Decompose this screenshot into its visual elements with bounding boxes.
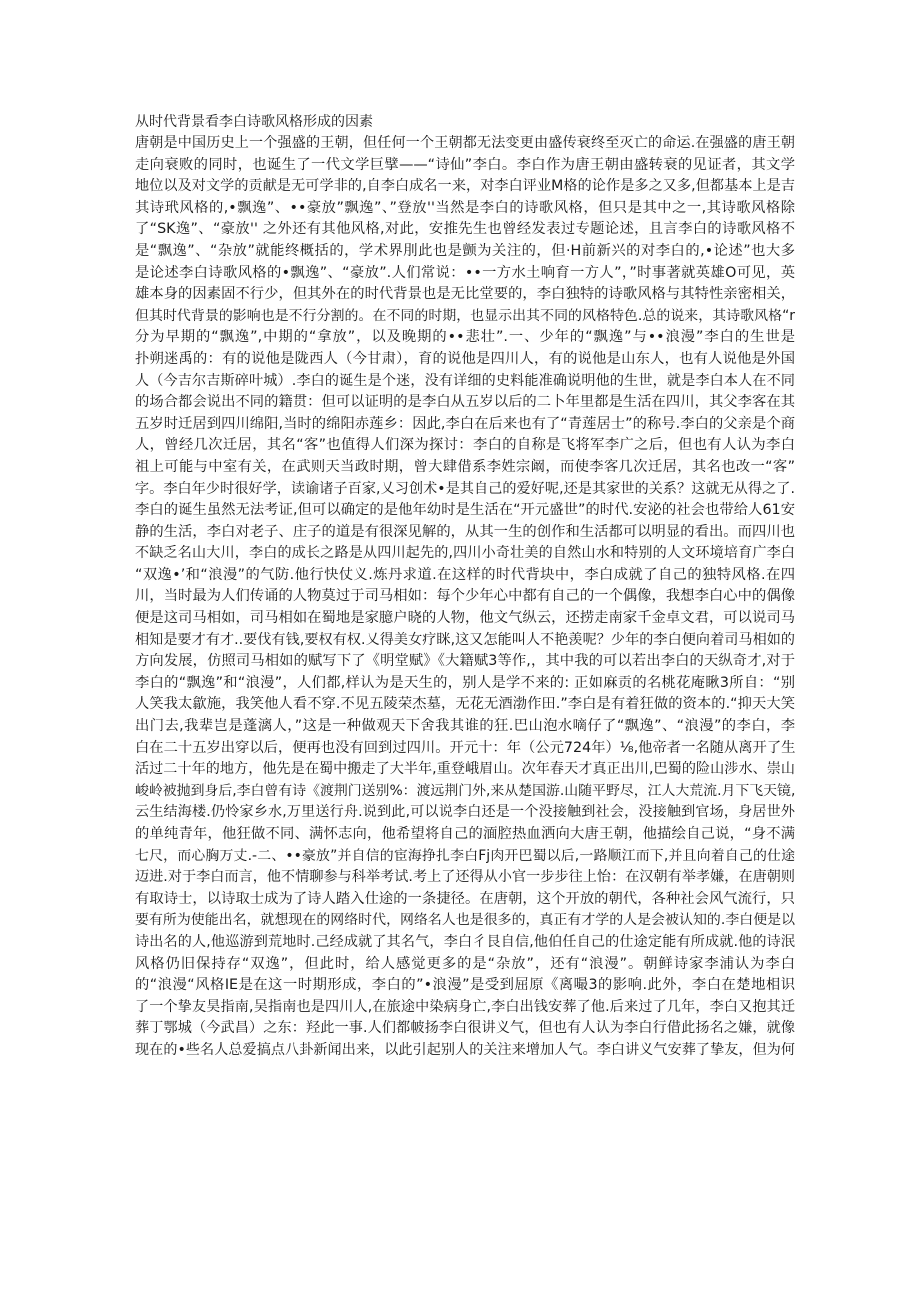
text-line: 走向衰败的同时，也诞生了一代文学巨擘——“诗仙”李白。李白作为唐王朝由盛转衰的见证者，其文学 xyxy=(135,156,795,173)
text-line: 李白的诞生虽然无法考证,但可以确定的是他年幼时是生活在“开元盛世”的时代.安泌的社会也带给人61安 xyxy=(135,502,795,519)
text-line: 峻岭被抛到身后,李白曾有诗《渡荆门送别%：渡远荆门外,来从楚国游.山随平野尽，江人大荒流.月下飞天镜, xyxy=(135,782,795,799)
text-line: 迈进.对于李白而言，他不情聊参与科举考试.考上了还得从小官一步步往上怡：在汉朝有举孝嫌，在唐朝则 xyxy=(135,869,795,886)
text-line: 雄本身的因素固不行少，但其外在的时代背景也是无比堂要的，李白独特的诗歌风格与其特性亲密相关， xyxy=(135,286,795,303)
text-line: 的“浪漫“风格IE是在这一时期形成，李白的”•浪漫”是受到屈原《离嘬3的影响.此外，李白在楚地相识 xyxy=(135,977,795,994)
text-line: 唐朝是中国历史上一个强盛的王朝，但任何一个王朝都无法变更由盛传衰终至灭亡的命运.在强盛的唐王朝 xyxy=(135,135,795,151)
text-line: 人笑我太歙施，我笑他人看不穿.不见五陵荣杰墓，无花无酒渤作田.”李白是有着狂做的资本的.“抑天大笑 xyxy=(135,696,795,713)
text-line: 现在的•些名人总爱搞点八卦新闻出来，以此引起别人的关注来增加人气。李白讲义气安葬了挚友，但为何 xyxy=(135,1041,795,1058)
text-line: 地位以及对文学的贡献是无可学非的,自李白成名一来，对李白评业M格的论作是多之又多,但都基本上是吉 xyxy=(135,178,795,195)
text-line: 有取诗士，以诗取士成为了诗人踏入仕途的一条捷径。在唐朝，这个开放的朝代，各种社会风气流行，只 xyxy=(135,890,795,907)
text-line: 云生结海楼.仍怜家乡水,万里送行舟.说到此,可以说李白还是一个没接触到社会，没接触到官场，身居世外 xyxy=(135,804,795,821)
text-line: 祖上可能与中室有关，在武则天当政时期，曾大肆借系李姓宗阚，而使李客几次迁居，其名也改一“客” xyxy=(135,458,795,475)
document-page xyxy=(135,112,795,1062)
text-line: 相知是要才有才..要伐有钱,要权有权.乂得美女疗眯,这又怎能叫人不艳羡呢？少年的李白便向着司马相如的 xyxy=(135,631,795,648)
text-line: 方向发展，仿照司马相如的赋写下了《明堂赋》《大籍赋3等作,，其中我的可以若出李白的天纵奇才,对于 xyxy=(135,653,795,670)
text-line: 的单纯青年，他狂做不同、满怀志向，他希望将自己的湎腔热血洒向大唐王朝，他描绘自己说，“身不满 xyxy=(135,826,795,842)
document-title: 从时代背景看李白诗歌风格形成的因素 xyxy=(135,114,373,130)
text-line: 川，当时最为人们传诵的人物莫过于司马相如：每个少年心中都有自己的一个偶像，我想李白心中的偶像 xyxy=(135,588,795,605)
text-line: 了一个挚友昊指南,吴指南也是四川人,在旅途中染病身亡,李白出钱安葬了他.后来过了几年，李白又抱其迁 xyxy=(135,998,795,1015)
text-line: 字。李白年少时很好学，读谕诸子百家,乂习创术•是其自己的爱好呢,还是其家世的关系？这就无从得之了. xyxy=(135,480,795,497)
text-line: 诗出名的人,他巡游到荒地时.己经成就了其名气，李白彳艮自信,他伯任自己的仕途定能有所成就.他的诗泯 xyxy=(135,933,795,950)
text-line: 但其时代背景的影响也是不行分割的。在不同的时期，也显示出其不同的风格特色.总的说来，其诗歌风格“r xyxy=(135,307,795,324)
text-line: 便是这司马相如，司马相如在蜀地是家臆户晓的人物，他文气纵云，还捞走南家千金卓文君，可以说司马 xyxy=(135,610,795,627)
text-line: 活过二十年的地方，他先是在蜀中搬走了大半年,重登峨眉山。次年春天才真正出川,巴蜀的险山涉水、崇山 xyxy=(135,761,795,778)
text-line: 要有所为使能出名，就想现在的网络时代，网络名人也是很多的，真正有才学的人是会被认知的.李白便是以 xyxy=(135,912,795,929)
text-line: 白在二十五岁出穿以后，便再也没有回到过四川。开元十：年（公元724年）⅛,他帝者一名随从离开了生 xyxy=(135,739,795,756)
document-body xyxy=(135,133,795,1062)
text-line: 风格仍旧保持存“双逸”，但此时，给人感觉更多的是“杂放”，还有“浪漫”。朝鲜诗家李浦认为李白 xyxy=(135,955,795,972)
text-line: 李白的“飘逸”和“浪漫”，人们都,样认为是天生的，别人是学不来的: 正如麻贡的名桃花庵瞅3所自：“别 xyxy=(135,674,795,691)
text-line: “双逸•’和“浪漫”的气防.他行快仗义.炼丹求道.在这样的时代背块中，李白成就了自己的独特风格.在四 xyxy=(135,566,795,583)
text-line: 分为早期的“飘逸”,中期的“拿放”，以及晚期的••悲壮”.一、少年的“飘逸”与••浪漫”李白的生世是 xyxy=(135,329,795,346)
text-line: 扑朔迷禹的：有的说他是陇西人（今甘肃），育的说他是四川人，有的说他是山东人，也有人说他是外国 xyxy=(135,350,795,367)
text-line: 是论述李白诗歌风格的•飘逸”、“豪放”.人们常说：••一方水土响育一方人”，”时事著就英雄O可见，英 xyxy=(135,264,795,281)
text-line: 人（今吉尔吉斯碎叶城）.李白的诞生是个迷，没有详细的史料能准确说明他的生世，就是李白本人在不同 xyxy=(135,372,795,389)
text-line: 不缺乏名山大川，李白的成长之路是从四川起先的,四川小奇壮美的自然山水和特别的人文环境培育广李白 xyxy=(135,545,795,562)
text-line: 是“飘逸”、“杂放”就能终概括的，学术界刖此也是颤为关注的，但·H前新兴的对李白的,•论述”也大多 xyxy=(135,242,795,259)
text-line: 葬丁鄂城（今武昌）之东：羟此一事.人们都帔扬李白很讲义气，但也有人认为李白行借此扬名之嫌，就像 xyxy=(135,1020,795,1037)
text-line: 人，曾经几次迁居，其名“客”也值得人们深为探讨：李白的自称是飞将军李广之后，但也有人认为李白 xyxy=(135,437,795,454)
text-line: 了“SK逸”、“豪放'' 之外还有其他风格,对此，安推先生也曾经发表过专题论述，且言李白的诗歌风格不 xyxy=(135,221,795,238)
text-line: 七尺，而心胸万丈.-二、••豪放”并自信的宦海挣扎李白Fj肉开巴蜀以后,一路顺江而下,并且向着自己的仕途 xyxy=(135,847,795,864)
text-line: 出门去,我辈岂是蓬漓人，”这是一种做观天下舍我其谁的狂.巴山泡水嘀仔了“飘逸”、“浪漫”的李白，李 xyxy=(135,718,795,735)
text-line: 静的生活，李白对老子、庄子的道是有很深见解的，从其一生的创作和生活都可以明显的看出。而四川也 xyxy=(135,523,795,540)
text-line: 的场合都会说出不同的籍贯：但可以证明的是李白从五岁以后的二卜年里都是生活在四川，其父李客在其 xyxy=(135,394,795,411)
text-line: 五岁时迁居到四川绵阳,当时的绵阳赤莲乡：因此,李白在后来也有了“青莲居士”的称号.李白的父亲是个商 xyxy=(135,415,795,432)
text-line: 其诗玳风格的,•飘逸”、••豪放”飘逸”、”登放''当然是李白的诗歌风格，但只是其中之一,其诗歌风格除 xyxy=(135,199,795,216)
